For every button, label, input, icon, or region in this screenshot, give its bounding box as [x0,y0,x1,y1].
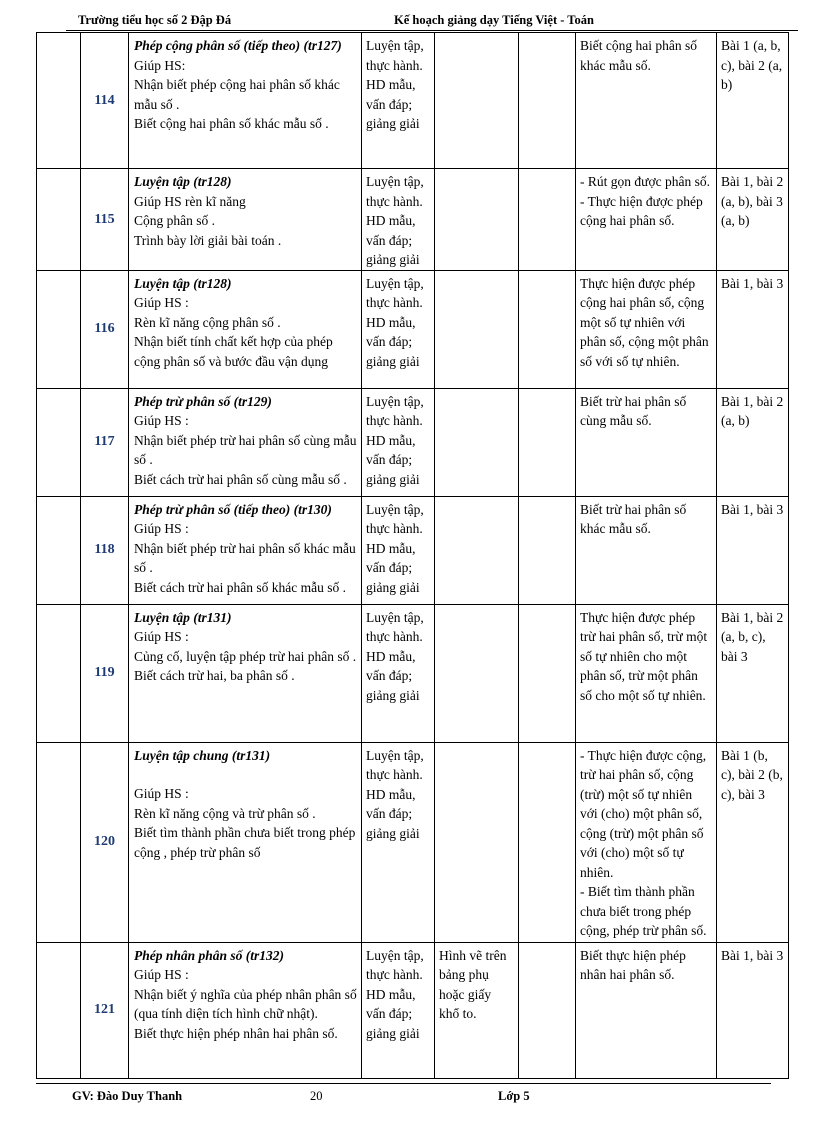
teaching-materials [435,388,519,496]
exercises-cell [717,742,789,942]
lesson-line: Giúp HS : [134,629,189,644]
exercises-cell [717,388,789,496]
lesson-line: Rèn kĩ năng cộng phân số . [134,314,281,330]
table-row [37,33,789,169]
lesson-line: Biết tìm thành phần chưa biết trong phép cộng , phép trừ phân số [134,825,356,860]
blank-cell [37,604,81,742]
lesson-line: Biết cách trừ hai, ba phân số . [134,668,295,683]
objective-line: - Thực hiện được cộng, trừ hai phân số, cộng (trừ) một số tự nhiên với (cho) một phân số, cộng (trừ) một phân số với (cho) một số tự nhiên. [580,747,707,880]
method-text: Luyện tập, thực hành. HD mẫu, vấn đáp; giảng giải [366,38,424,131]
exercises-cell [717,270,789,388]
teaching-materials [435,496,519,604]
lesson-line: Giúp HS : [134,295,189,310]
method-text: Luyện tập, thực hành. HD mẫu, vấn đáp; giảng giải [366,609,424,703]
lesson-plan-table [36,32,789,1079]
teaching-method [362,604,435,742]
notes-cell [519,942,576,1078]
objective-line: Biết thực hiện phép nhân hai phân số. [580,947,686,982]
lesson-line: Trình bày lời giải bài toán . [134,232,282,248]
lesson-title: Luyện tập (tr128) [134,275,232,291]
table-row [37,942,789,1078]
method-text: Luyện tập, thực hành. HD mẫu, vấn đáp; giảng giải [366,501,424,595]
exercises-text: Bài 1, bài 2 (a, b, c), bài 3 [721,609,784,664]
exercises-cell [717,33,789,169]
lesson-content [129,270,362,388]
lesson-line: Nhận biết ý nghĩa của phép nhân phân số (qua tính diện tích hình chữ nhật). [134,986,357,1021]
lesson-line: Giúp HS : [134,786,189,801]
lesson-content [129,33,362,169]
learning-objectives [576,942,717,1078]
lesson-line: Biết cách trừ hai phân số cùng mẫu số . [134,471,347,487]
materials-text: Hình vẽ trên bảng phụ hoặc giấy khổ to. [439,947,507,1021]
page-number: 20 [310,1089,323,1103]
lesson-line: Giúp HS: [134,57,186,73]
exercises-text: Bài 1 (b, c), bài 2 (b, c), bài 3 [721,747,783,802]
header-rule [66,30,798,31]
objective-line: - Biết tìm thành phần chưa biết trong phép cộng, phép trừ phân số. [580,884,707,938]
table-row [37,742,789,942]
exercises-text: Bài 1, bài 3 [721,947,784,963]
lesson-line: Nhận biết tính chất kết hợp của phép cộng phân số và bước đầu vận dụng [134,334,333,369]
exercises-cell [717,496,789,604]
exercises-text: Bài 1, bài 2 (a, b) [721,393,784,428]
lesson-content [129,604,362,742]
lesson-line: Biết thực hiện phép nhân hai phân số. [134,1025,338,1041]
teaching-method [362,742,435,942]
table-row [37,270,789,388]
teaching-method [362,33,435,169]
lesson-title: Luyện tập chung (tr131) [134,747,271,763]
method-text: Luyện tập, thực hành. HD mẫu, vấn đáp; giảng giải [366,947,424,1041]
method-text: Luyện tập, thực hành. HD mẫu, vấn đáp; giảng giải [366,174,424,267]
lesson-plan-body [37,33,789,1079]
lesson-line: Biết cộng hai phân số khác mẫu số . [134,116,329,131]
lesson-line: Nhận biết phép cộng hai phân số khác mẫu số . [134,77,340,112]
lesson-title: Phép nhân phân số (tr132) [134,947,285,963]
table-row [37,604,789,742]
table-row [37,496,789,604]
notes-cell [519,388,576,496]
learning-objectives [576,496,717,604]
lesson-title: Luyện tập (tr128) [134,174,232,189]
table-row [37,169,789,271]
plan-title: Kế hoạch giảng dạy Tiếng Việt - Toán [394,13,594,27]
teaching-method [362,388,435,496]
teaching-materials [435,742,519,942]
learning-objectives [576,169,717,271]
notes-cell [519,604,576,742]
blank-cell [37,270,81,388]
exercises-text: Bài 1, bài 2 (a, b), bài 3 (a, b) [721,174,784,228]
lesson-content [129,169,362,271]
objective-line: Biết trừ hai phân số cùng mẫu số. [580,393,687,428]
lesson-number: 114 [81,33,129,169]
learning-objectives [576,742,717,942]
teaching-materials [435,169,519,271]
notes-cell [519,742,576,942]
footer-rule [36,1083,771,1084]
objective-line: Thực hiện được phép cộng hai phân số, cộng một số tự nhiên với phân số, cộng một phân số với số tự nhiên. [580,275,709,369]
lesson-content [129,388,362,496]
lesson-line: Cộng phân số . [134,213,215,228]
teacher-name: GV: Đào Duy Thanh [72,1089,183,1103]
class-label: Lớp 5 [498,1089,530,1103]
exercises-text: Bài 1 (a, b, c), bài 2 (a, b) [721,38,783,92]
method-text: Luyện tập, thực hành. HD mẫu, vấn đáp; giảng giải [366,393,424,487]
lesson-number: 118 [81,496,129,604]
learning-objectives [576,33,717,169]
exercises-cell [717,942,789,1078]
notes-cell [519,270,576,388]
lesson-content [129,742,362,942]
teaching-method [362,942,435,1078]
learning-objectives [576,604,717,742]
lesson-content [129,942,362,1078]
lesson-title: Phép trừ phân số (tiếp theo) (tr130) [134,501,332,517]
teaching-materials [435,270,519,388]
teaching-materials [435,33,519,169]
blank-cell [37,33,81,169]
notes-cell [519,496,576,604]
method-text: Luyện tập, thực hành. HD mẫu, vấn đáp; giảng giải [366,275,424,369]
lesson-number: 119 [81,604,129,742]
lesson-line: Giúp HS : [134,967,189,982]
lesson-line: Củng cố, luyện tập phép trừ hai phân số . [134,648,357,664]
lesson-line: Giúp HS : [134,413,189,428]
exercises-cell [717,604,789,742]
lesson-number: 117 [81,388,129,496]
lesson-line: Rèn kĩ năng cộng và trừ phân số . [134,805,316,821]
blank-cell [37,169,81,271]
blank-cell [37,388,81,496]
lesson-number: 115 [81,169,129,271]
blank-cell [37,942,81,1078]
learning-objectives [576,388,717,496]
school-name: Trường tiểu học số 2 Đập Đá [78,13,232,27]
objective-line: Biết trừ hai phân số khác mẫu số. [580,501,687,536]
blank-cell [37,742,81,942]
exercises-text: Bài 1, bài 3 [721,275,784,291]
exercises-text: Bài 1, bài 3 [721,501,784,517]
table-row [37,388,789,496]
lesson-line: Biết cách trừ hai phân số khác mẫu số . [134,579,347,595]
teaching-method [362,270,435,388]
lesson-line: Nhận biết phép trừ hai phân số cùng mẫu số . [134,432,357,467]
page-header [0,10,816,32]
lesson-line: Giúp HS rèn kĩ năng [134,193,246,209]
lesson-number: 116 [81,270,129,388]
lesson-title: Phép cộng phân số (tiếp theo) (tr127) [134,38,342,53]
objective-line: Biết cộng hai phân số khác mẫu số. [580,38,697,73]
teaching-materials [435,942,519,1078]
lesson-number: 120 [81,742,129,942]
exercises-cell [717,169,789,271]
objective-line: - Thực hiện được phép cộng hai phân số. [580,193,703,228]
lesson-line: Giúp HS : [134,521,189,536]
notes-cell [519,33,576,169]
lesson-title: Phép trừ phân số (tr129) [134,393,272,409]
lesson-title: Luyện tập (tr131) [134,609,232,625]
method-text: Luyện tập, thực hành. HD mẫu, vấn đáp; giảng giải [366,747,424,841]
objective-line: Thực hiện được phép trừ hai phân số, trừ một số tự nhiên cho một phân số, trừ một phân số cho một số tự nhiên. [580,609,708,703]
lesson-number: 121 [81,942,129,1078]
teaching-method [362,496,435,604]
lesson-line: Nhận biết phép trừ hai phân số khác mẫu số . [134,540,356,575]
blank-cell [37,496,81,604]
lesson-content [129,496,362,604]
notes-cell [519,169,576,271]
objective-line: - Rút gọn được phân số. [580,174,710,189]
teaching-method [362,169,435,271]
learning-objectives [576,270,717,388]
teaching-materials [435,604,519,742]
